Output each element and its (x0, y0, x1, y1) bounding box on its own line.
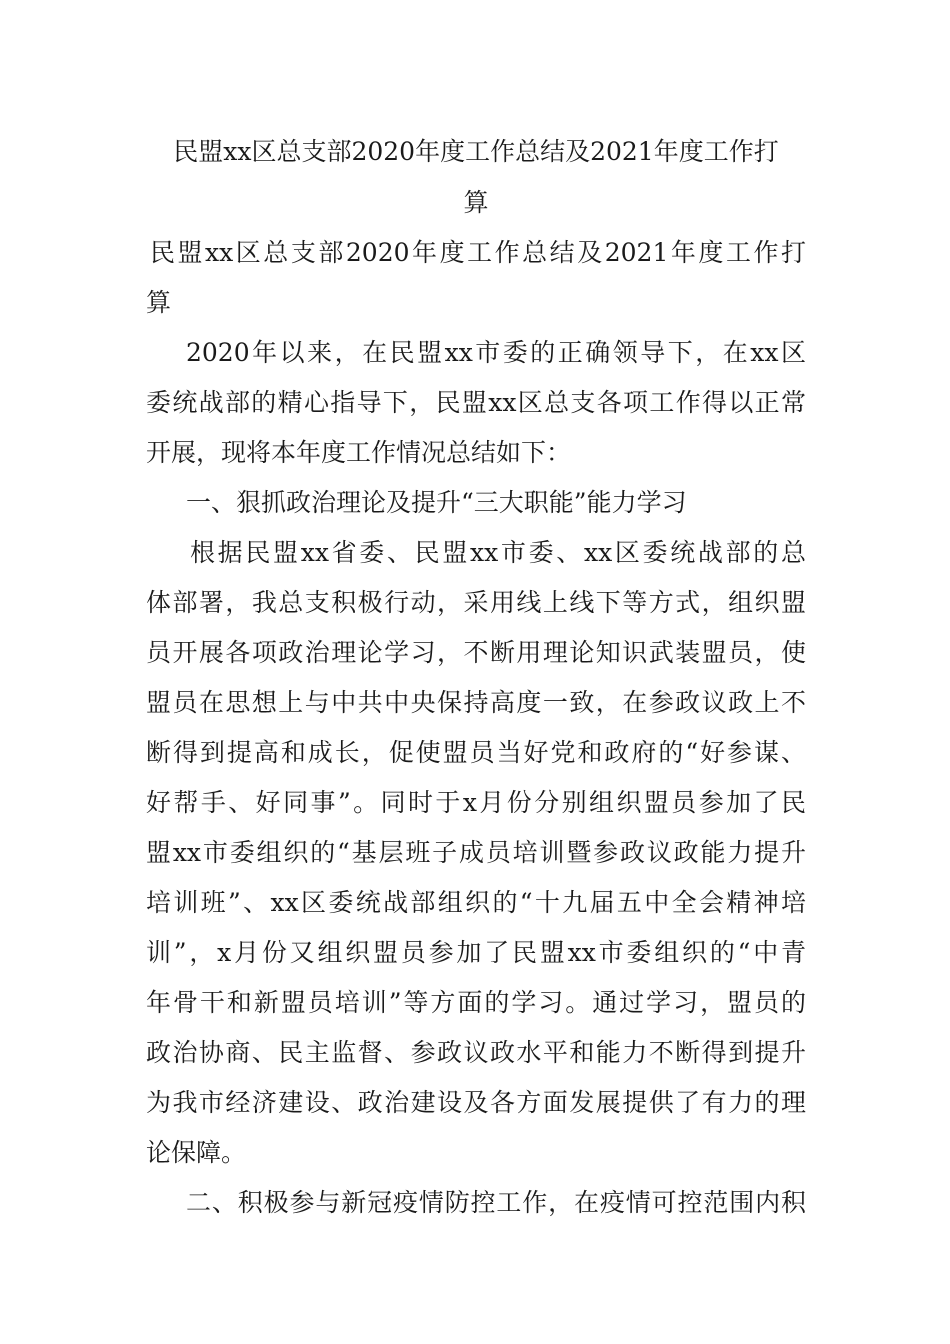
document-title-line-2: 算 (463, 188, 489, 217)
paragraph-line: 2020年以来，在民盟xx市委的正确领导下，在xx区 (186, 338, 806, 367)
subtitle-line-1: 民盟xx区总支部2020年度工作总结及2021年度工作打 (150, 238, 806, 267)
paragraph-line: 委统战部的精心指导下，民盟xx区总支各项工作得以正常 (146, 388, 806, 417)
paragraph-line: 好帮手、好同事”。同时于x月份分别组织盟员参加了民 (146, 788, 806, 817)
paragraph-line: 年骨干和新盟员培训”等方面的学习。通过学习，盟员的 (146, 988, 806, 1017)
paragraph-line: 盟xx市委组织的“基层班子成员培训暨参政议政能力提升 (146, 838, 806, 867)
document-title-line-1: 民盟xx区总支部2020年度工作总结及2021年度工作打 (173, 137, 779, 166)
paragraph-line: 体部署，我总支积极行动，采用线上线下等方式，组织盟 (146, 588, 806, 617)
paragraph-line: 根据民盟xx省委、民盟xx市委、xx区委统战部的总 (190, 538, 806, 567)
paragraph-line: 为我市经济建设、政治建设及各方面发展提供了有力的理 (146, 1088, 806, 1117)
section-heading-1: 一、狠抓政治理论及提升“三大职能”能力学习 (186, 488, 687, 517)
section-heading-2: 二、积极参与新冠疫情防控工作，在疫情可控范围内积 (186, 1188, 806, 1217)
subtitle-line-2: 算 (146, 288, 172, 317)
paragraph-line: 论保障。 (146, 1138, 247, 1167)
paragraph-line: 训”，x月份又组织盟员参加了民盟xx市委组织的“中青 (146, 938, 806, 967)
paragraph-line: 培训班”、xx区委统战部组织的“十九届五中全会精神培 (146, 888, 806, 917)
paragraph-line: 政治协商、民主监督、参政议政水平和能力不断得到提升 (146, 1038, 806, 1067)
paragraph-line: 员开展各项政治理论学习，不断用理论知识武装盟员，使 (146, 638, 806, 667)
paragraph-line: 盟员在思想上与中共中央保持高度一致，在参政议政上不 (146, 688, 806, 717)
paragraph-line: 开展，现将本年度工作情况总结如下： (146, 438, 572, 467)
paragraph-line: 断得到提高和成长，促使盟员当好党和政府的“好参谋、 (146, 738, 806, 767)
